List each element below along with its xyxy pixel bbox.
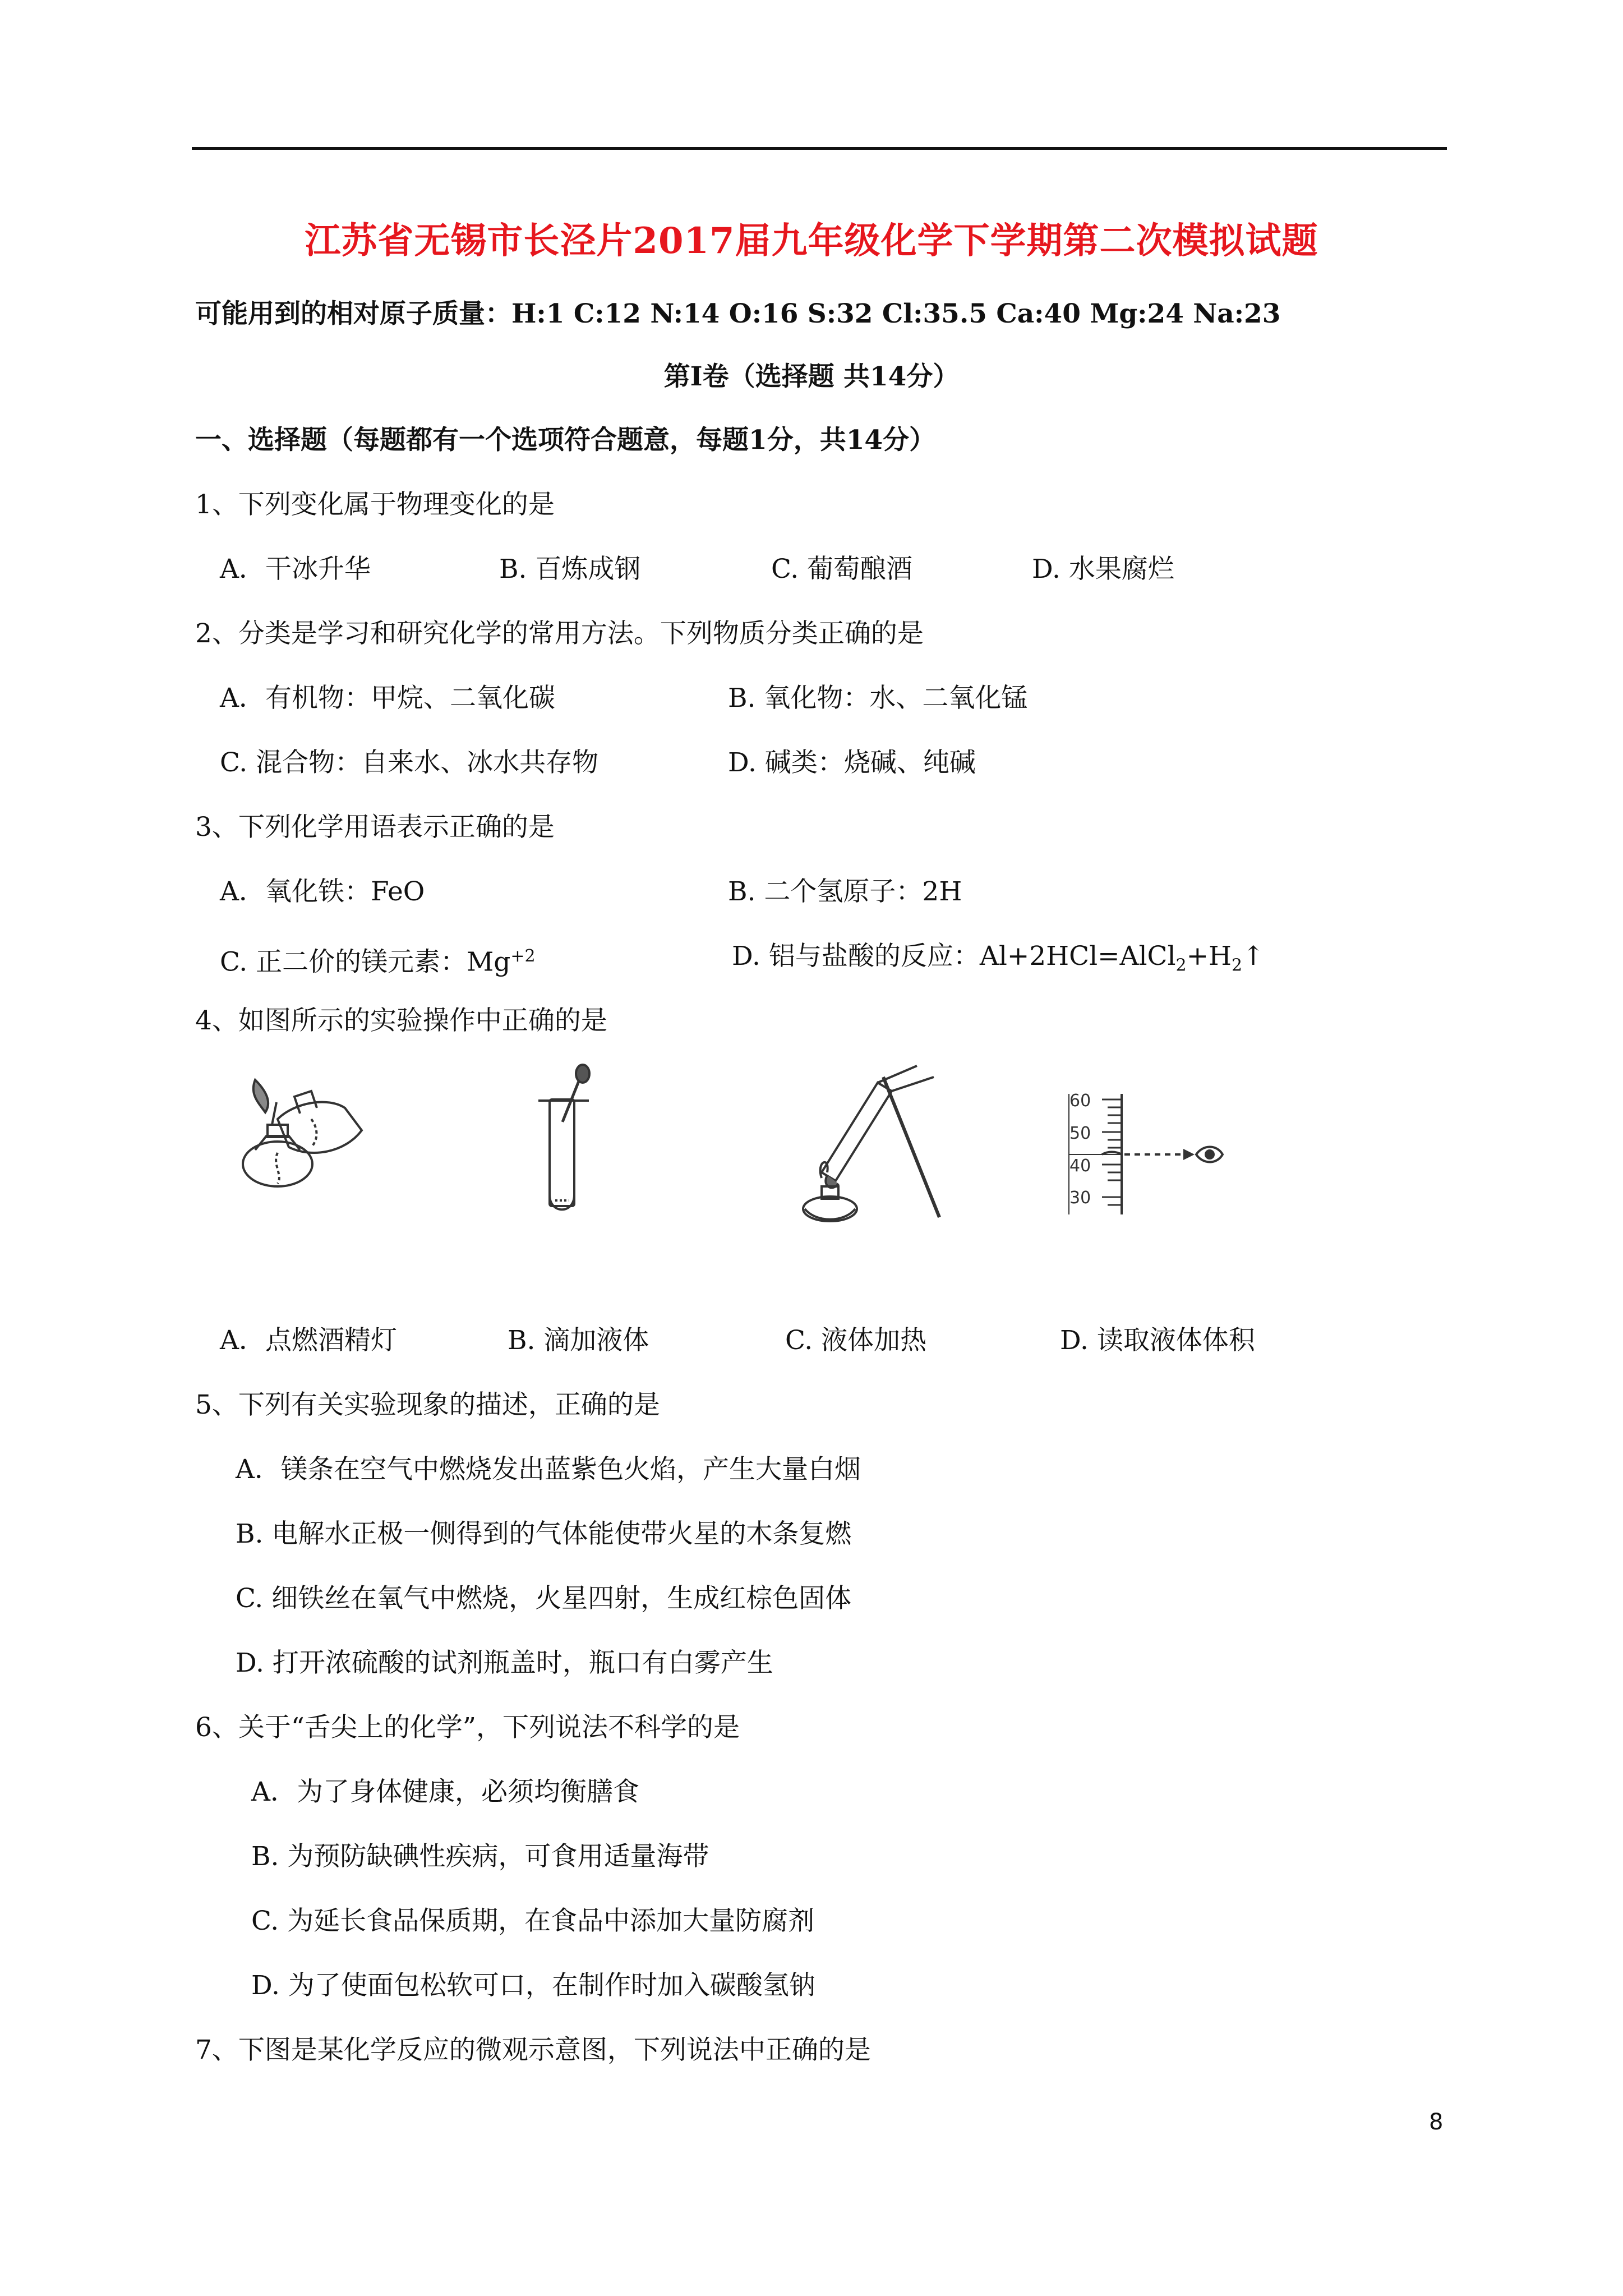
dropper-test-tube-figure — [524, 1060, 603, 1217]
volume-heading: 第Ⅰ卷（选择题 共14分） — [663, 361, 960, 392]
atomic-masses-line: 可能用到的相对原子质量：H:1 C:12 N:14 O:16 S:32 Cl:35.5 Ca:40 Mg:24 Na:23 — [195, 298, 1281, 329]
charge-superscript: +2 — [510, 946, 536, 966]
question-3-option-b: B. 二个氢原子：2H — [728, 876, 962, 907]
question-5-option-d: D. 打开浓硫酸的试剂瓶盖时，瓶口有白雾产生 — [236, 1648, 773, 1678]
question-6-stem: 6、关于“舌尖上的化学”，下列说法不科学的是 — [195, 1712, 740, 1743]
header-rule — [192, 147, 1447, 150]
question-1-option-d: D. 水果腐烂 — [1032, 554, 1174, 585]
question-2-stem: 2、分类是学习和研究化学的常用方法。下列物质分类正确的是 — [195, 618, 924, 649]
question-3-stem: 3、下列化学用语表示正确的是 — [195, 812, 555, 843]
question-4-option-a: A．点燃酒精灯 — [220, 1325, 397, 1356]
question-2-option-d: D. 碱类：烧碱、纯碱 — [728, 747, 976, 778]
tick-label-60: 60 — [1069, 1091, 1091, 1111]
page-title: 江苏省无锡市长泾片2017届九年级化学下学期第二次模拟试题 — [305, 220, 1318, 262]
question-5-option-a: A．镁条在空气中燃烧发出蓝紫色火焰，产生大量白烟 — [236, 1454, 861, 1485]
question-7-stem: 7、下图是某化学反应的微观示意图，下列说法中正确的是 — [195, 2035, 871, 2065]
graduated-cylinder-figure — [1068, 1083, 1259, 1220]
question-3-option-c — [220, 940, 536, 979]
question-1-option-b: B. 百炼成钢 — [499, 554, 641, 585]
question-4-option-c: C. 液体加热 — [785, 1325, 927, 1356]
question-1-option-a: A．干冰升华 — [220, 554, 371, 585]
question-2-option-c: C. 混合物：自来水、冰水共存物 — [220, 747, 599, 778]
question-3-option-a: A．氧化铁：FeO — [220, 876, 425, 907]
alcohol-lamp-figure — [233, 1069, 373, 1203]
question-6-option-d: D. 为了使面包松软可口，在制作时加入碳酸氢钠 — [251, 1970, 815, 2001]
question-4-option-d: D. 读取液体体积 — [1060, 1325, 1255, 1356]
question-6-option-b: B. 为预防缺碘性疾病，可食用适量海带 — [251, 1841, 709, 1872]
question-6-option-c: C. 为延长食品保质期，在食品中添加大量防腐剂 — [251, 1906, 815, 1936]
question-5-stem: 5、下列有关实验现象的描述，正确的是 — [195, 1389, 660, 1420]
question-6-option-a: A．为了身体健康，必须均衡膳食 — [251, 1777, 639, 1807]
tick-label-30: 30 — [1069, 1188, 1091, 1208]
question-2-option-b: B. 氧化物：水、二氧化锰 — [728, 683, 1028, 714]
option-c-text: C. 正二价的镁元素：Mg — [220, 946, 511, 978]
question-3-option-d — [732, 940, 1264, 982]
section-heading: 一、选择题（每题都有一个选项符合题意，每题1分，共14分） — [195, 425, 936, 455]
question-4-stem: 4、如图所示的实验操作中正确的是 — [195, 1005, 607, 1036]
subscript-2: 2 — [1175, 955, 1187, 976]
subscript-2b: 2 — [1231, 955, 1243, 976]
option-d-mid: +H — [1186, 941, 1232, 972]
question-5-option-c: C. 细铁丝在氧气中燃烧，火星四射，生成红棕色固体 — [236, 1583, 852, 1614]
question-1-option-c: C. 葡萄酿酒 — [771, 554, 913, 585]
option-d-text: D. 铝与盐酸的反应：Al+2HCl=AlCl — [732, 941, 1176, 972]
question-5-option-b: B. 电解水正极一侧得到的气体能使带火星的木条复燃 — [236, 1519, 852, 1549]
question-1-stem: 1、下列变化属于物理变化的是 — [195, 489, 555, 520]
tick-label-40: 40 — [1069, 1156, 1091, 1176]
gas-arrow: ↑ — [1242, 941, 1265, 972]
question-2-option-a: A．有机物：甲烷、二氧化碳 — [220, 683, 555, 714]
heating-liquid-figure — [782, 1060, 951, 1228]
page-number: 8 — [1429, 2109, 1444, 2135]
question-4-option-b: B. 滴加液体 — [508, 1325, 649, 1356]
tick-label-50: 50 — [1069, 1124, 1091, 1143]
